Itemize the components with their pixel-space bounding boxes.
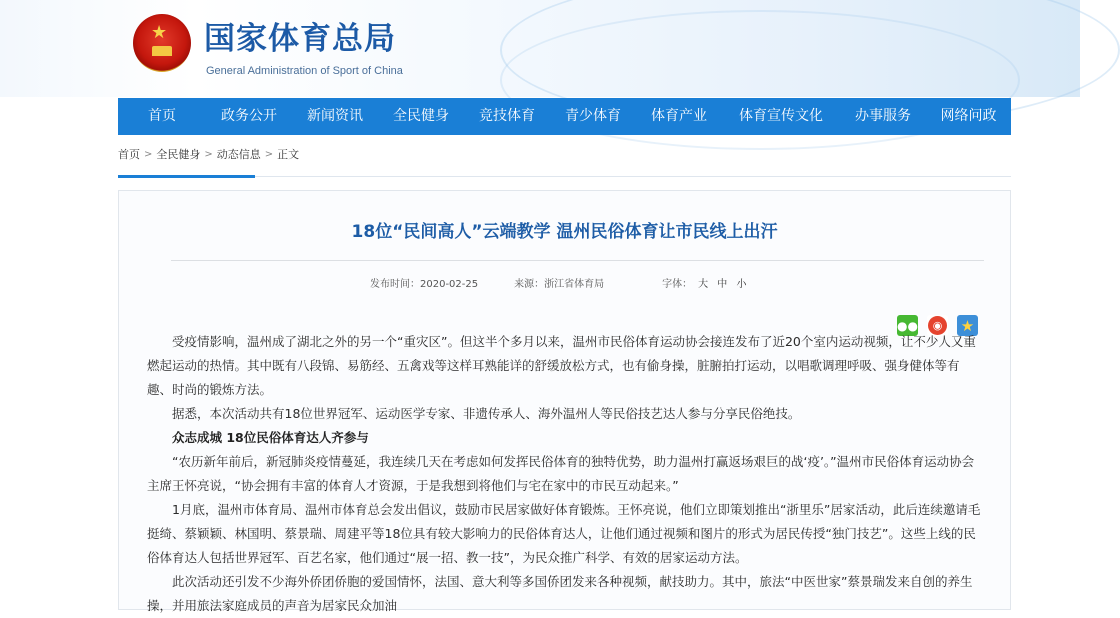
breadcrumb-home[interactable]: 首页	[118, 148, 140, 161]
font-size-label: 字体：	[662, 279, 693, 290]
nav-item-home[interactable]: 首页	[148, 108, 176, 124]
nav-item-services[interactable]: 办事服务	[855, 108, 911, 124]
breadcrumb-news-updates[interactable]: 动态信息	[216, 148, 261, 161]
article-source: 来源：浙江省体育局	[514, 279, 605, 290]
weibo-icon[interactable]: ◉	[927, 315, 948, 336]
nav-item-news[interactable]: 新闻资讯	[307, 108, 363, 124]
wechat-icon[interactable]: ●●	[897, 315, 918, 336]
nav-item-government-affairs[interactable]: 政务公开	[221, 108, 277, 124]
main-nav	[118, 98, 1011, 135]
title-divider	[171, 260, 984, 261]
site-subtitle: General Administration of Sport of China	[206, 65, 403, 77]
breadcrumb-current: 正文	[277, 148, 300, 161]
font-size-options[interactable]: 大 中 小	[698, 279, 750, 290]
article-title: 18位“民间高人”云端教学 温州民俗体育让市民线上出汗	[351, 222, 778, 242]
gate-icon	[152, 46, 172, 56]
breadcrumb-separator: >	[144, 149, 153, 160]
nav-item-national-fitness[interactable]: 全民健身	[393, 108, 449, 124]
article-subheading: 众志成城 18位民俗体育达人齐参与	[172, 430, 369, 445]
breadcrumb	[118, 147, 299, 163]
article-paragraph: 此次活动还引发不少海外侨团侨胞的爱国情怀，法国、意大利等多国侨团发来各种视频，献技助力。其中，旅法“中医世家”蔡景瑞发来自创的养生操，并用旅法家庭成员的声音为居家民众加油	[147, 574, 973, 613]
star-icon: ★	[151, 22, 168, 43]
breadcrumb-separator: >	[264, 149, 274, 160]
nav-item-sports-culture[interactable]: 体育宣传文化	[739, 108, 823, 124]
nav-item-competitive-sports[interactable]: 竞技体育	[479, 108, 535, 124]
article-panel	[118, 190, 1011, 613]
breadcrumb-underline	[118, 175, 255, 178]
nav-item-sports-industry[interactable]: 体育产业	[651, 108, 707, 124]
nav-item-youth-sports[interactable]: 青少体育	[565, 108, 621, 124]
article-paragraph: 据悉，本次活动共有18位世界冠军、运动医学专家、非遗传承人、海外温州人等民俗技艺达人参与分享民俗绝技。	[172, 406, 801, 421]
publish-date: 发布时间：2020-02-25	[370, 279, 479, 290]
qzone-icon[interactable]: ★	[957, 315, 978, 336]
site-title[interactable]: 国家体育总局	[204, 21, 396, 57]
article-paragraph: “农历新年前后，新冠肺炎疫情蔓延，我连续几天在考虑如何发挥民俗体育的独特优势，助力温州打赢返场艰巨的战‘疫’。”温州市民俗体育运动协会主席王怀亮说，“协会拥有丰富的体育人才资源，于是我想到将他们与宅在家中的市民互动起来。”	[147, 454, 975, 493]
nav-item-online-inquiry[interactable]: 网络问政	[940, 108, 997, 124]
article-body	[147, 330, 983, 618]
article-meta	[370, 278, 749, 292]
article-paragraph: 受疫情影响，温州成了湖北之外的另一个“重灾区”。但这半个多月以来，温州市民俗体育运动协会接连发布了近20个室内运动视频，让不少人又重燃起运动的热情。其中既有八段锦、易筋经、五禽戏等这样耳熟能详的舒缓放松方式，也有偷身操，脏腑拍打运动，以唱歌调理呼吸、强身健体等有趣、时尚的锻炼方法。	[147, 334, 976, 397]
article-paragraph: 1月底，温州市体育局、温州市体育总会发出倡议，鼓励市民居家做好体育锻炼。王怀亮说，他们立即策划推出“浙里乐”居家活动，此后连续邀请毛挺绮、蔡颖颖、林国明、蔡景瑞、周建平等18位具有较大影响力的民俗体育达人，让他们通过视频和图片的形式为居民传授“独门技艺”。这些上线的民俗体育达人包括世界冠军、百艺名家，他们通过“展一招、教一技”，为民众推广科学、有效的居家运动方法。	[147, 502, 981, 565]
national-emblem-icon[interactable]	[133, 14, 191, 72]
site-header	[0, 0, 1080, 97]
breadcrumb-national-fitness[interactable]: 全民健身	[156, 148, 201, 161]
breadcrumb-separator: >	[204, 149, 213, 160]
